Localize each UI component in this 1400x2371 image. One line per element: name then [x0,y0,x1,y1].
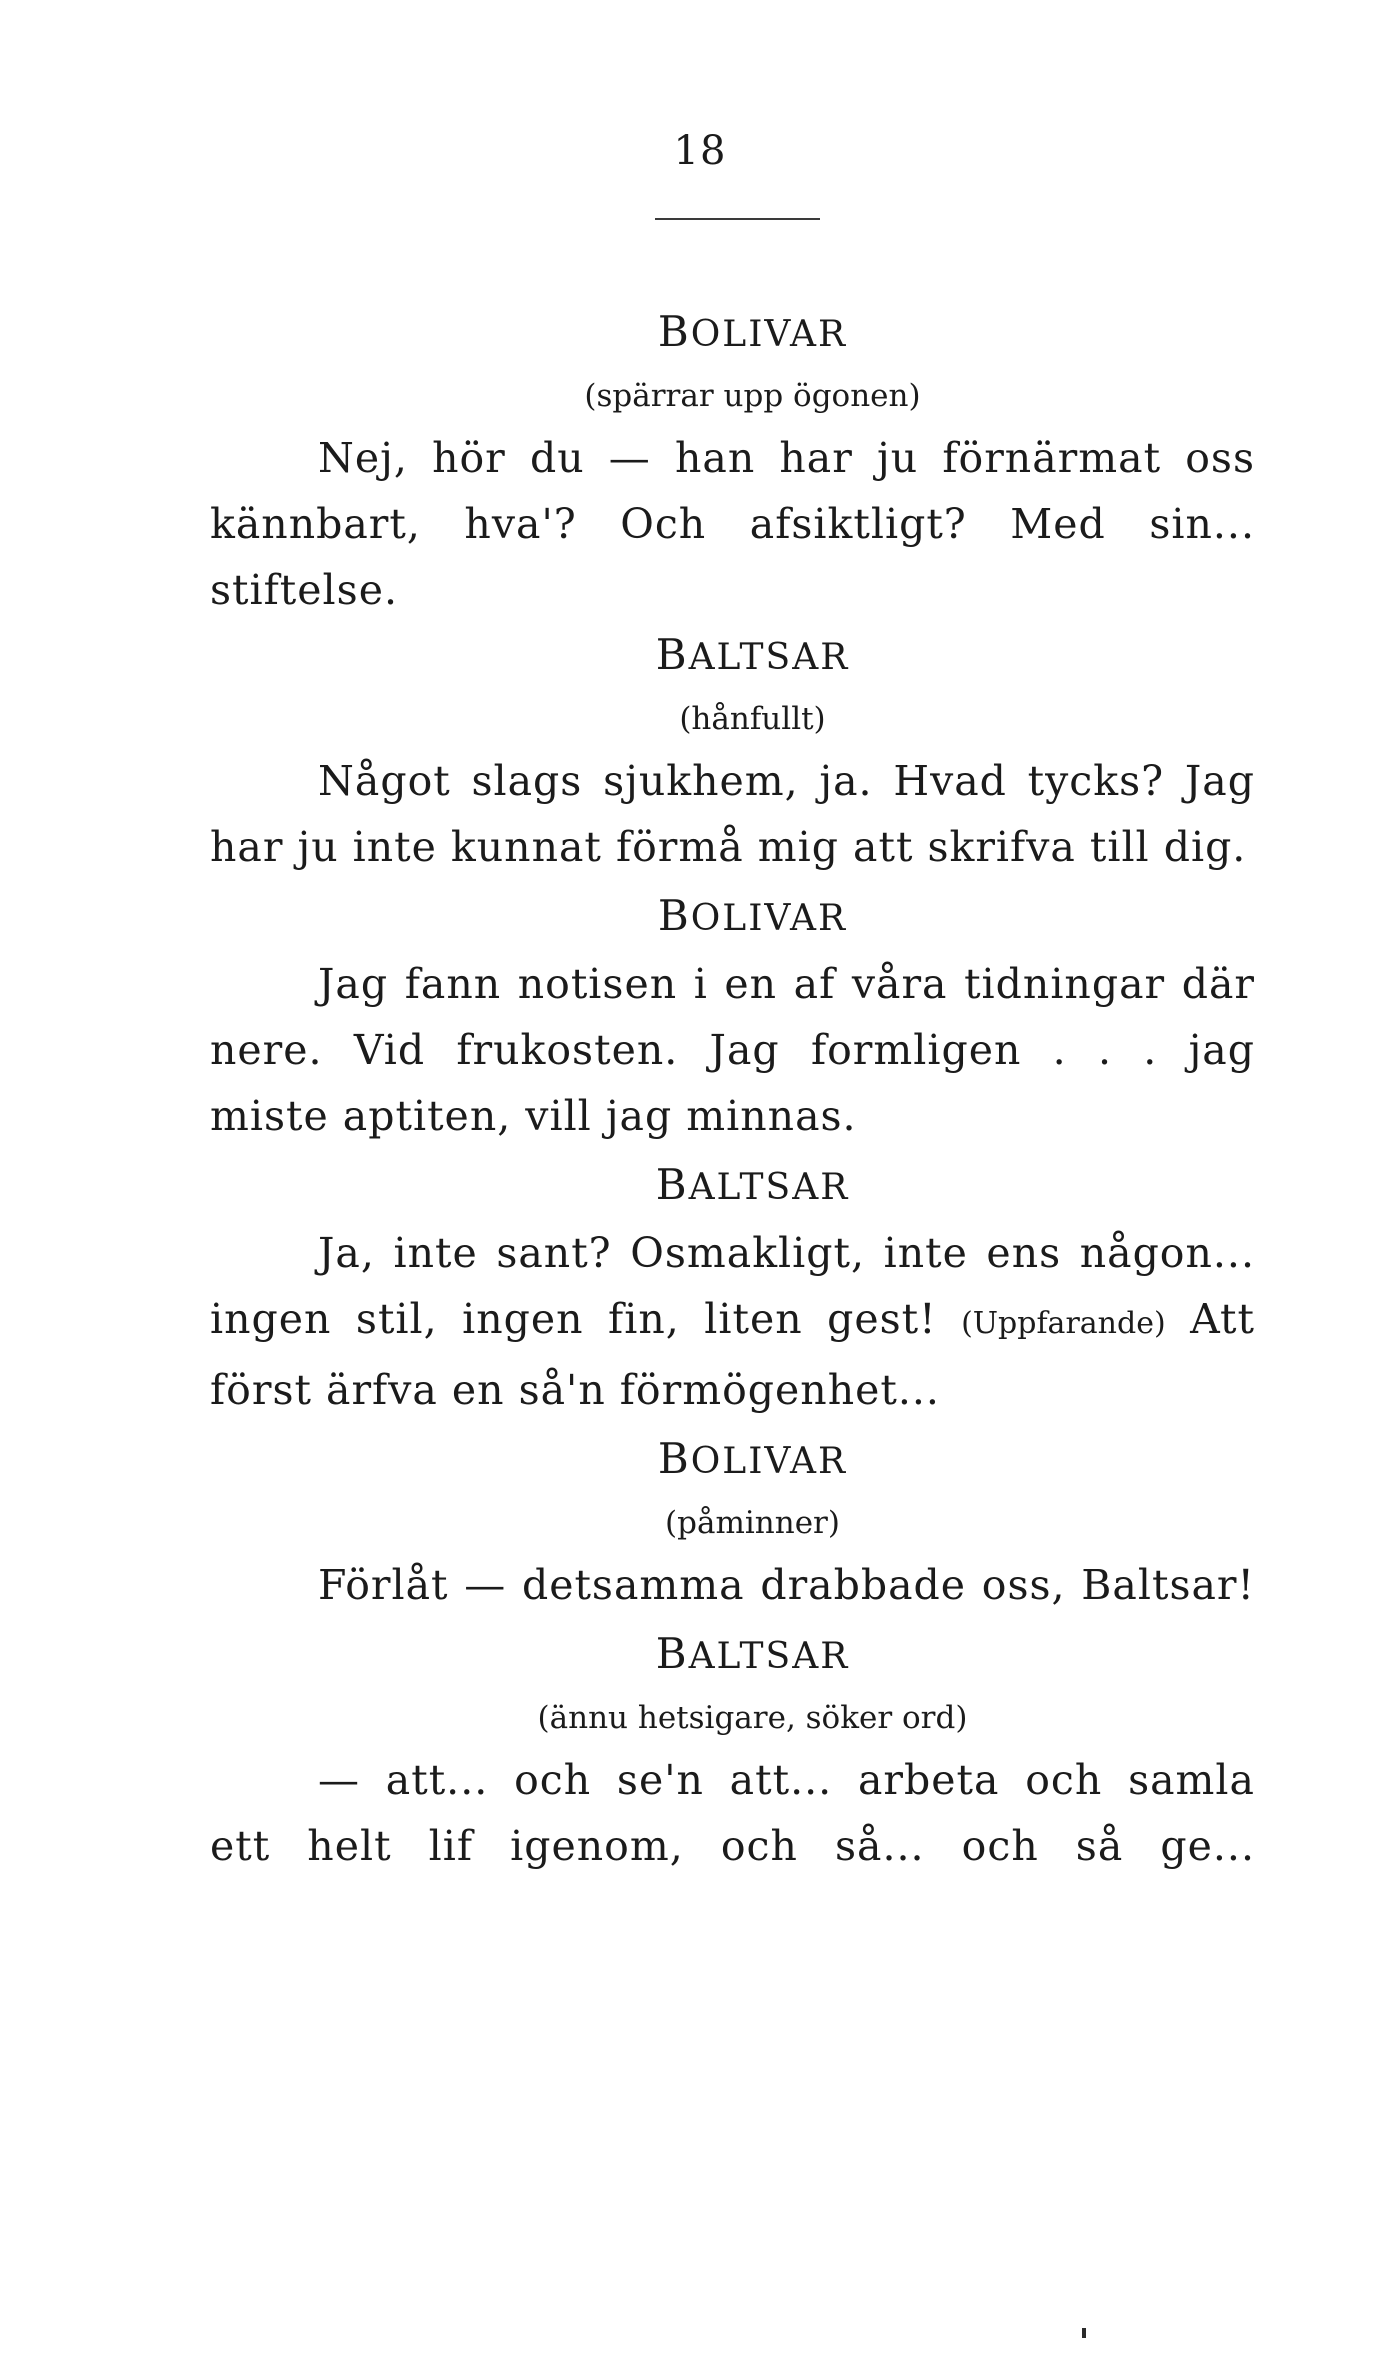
dialogue-line: Nej, hör du — han har ju förnärmat oss [318,434,1255,482]
stage-direction: (spärrar upp ögonen) [584,378,921,414]
inline-stage-direction: (Uppfarande) [961,1306,1166,1341]
stage-direction: (ännu hetsigare, söker ord) [537,1700,968,1736]
dialogue-line: Jag fann notisen i en af våra tidningar där [318,960,1255,1008]
speaker-name: BOLIVAR [657,891,848,940]
stage-direction: (påminner) [665,1505,840,1541]
dialogue-line: Något slags sjukhem, ja. Hvad tycks? Jag [318,757,1255,805]
dialogue-line: miste aptiten, vill jag minnas. [210,1092,857,1140]
speaker-name: BALTSAR [655,630,850,679]
dialogue-segment: Att [1190,1295,1255,1343]
dialogue-text [210,300,1255,1879]
dialogue-line: Ja, inte sant? Osmakligt, inte ens någon... [318,1229,1255,1277]
dialogue-line: — att... och se'n att... arbeta och samla [318,1756,1255,1804]
dialogue-line: Förlåt — detsamma drabbade oss, Baltsar! [318,1561,1255,1609]
speaker-name: BOLIVAR [657,1434,848,1483]
page-number: 18 [673,128,727,174]
dialogue-line: först ärfva en så'n förmögenhet... [210,1366,940,1414]
speaker-name: BOLIVAR [657,307,848,356]
dialogue-segment: ingen stil, ingen fin, liten gest! [210,1295,937,1343]
dialogue-line: nere. Vid frukosten. Jag formligen . . . jag [210,1026,1255,1074]
dialogue-line: har ju inte kunnat förmå mig att skrifva till dig. [210,823,1247,871]
stage-direction: (hånfullt) [679,701,826,737]
dialogue-line: ett helt lif igenom, och så... och så ge... [210,1822,1255,1870]
header-rule [655,218,820,220]
dialogue-line: stiftelse. [210,566,398,614]
speaker-name: BALTSAR [655,1629,850,1678]
dialogue-line [210,1286,1255,1357]
dialogue-line: kännbart, hva'? Och afsiktligt? Med sin... [210,500,1255,548]
print-mark [1082,2328,1086,2338]
speaker-name: BALTSAR [655,1160,850,1209]
